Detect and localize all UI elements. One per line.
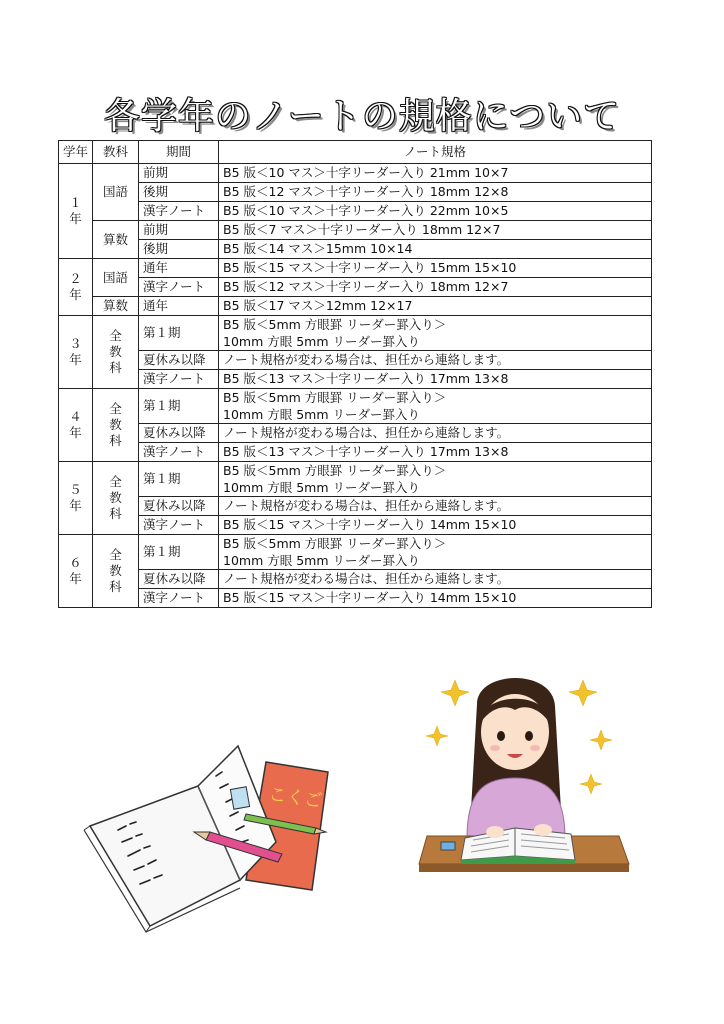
term-cell: 漢字ノート: [139, 589, 219, 608]
term-cell: 漢字ノート: [139, 370, 219, 389]
spec-cell: B5 版＜10 マス＞十字リーダー入り 22mm 10×5: [219, 202, 652, 221]
subject-char: 教: [109, 344, 122, 359]
girl-studying-illustration: [415, 660, 645, 880]
page-title: 各学年のノートの規格について: [103, 96, 621, 137]
spec-line: 10mm 方眼 5mm リーダー罫入り: [223, 334, 420, 349]
term-cell: 第１期: [139, 462, 219, 497]
table-row: [59, 259, 652, 278]
header-spec: ノート規格: [219, 141, 652, 164]
grade-number: ６: [69, 555, 82, 570]
grade-suffix: 年: [69, 211, 82, 226]
table-row: [59, 497, 652, 516]
spec-line: B5 版＜5mm 方眼罫 リーダー罫入り＞: [223, 317, 447, 332]
grade-suffix: 年: [69, 571, 82, 586]
table-header-row: [59, 141, 652, 164]
grade-number: ５: [69, 482, 82, 497]
header-subject: 教科: [93, 141, 139, 164]
grade-cell-5: [59, 462, 93, 535]
spec-cell: ノート規格が変わる場合は、担任から連絡します。: [219, 424, 652, 443]
open-notebook: [84, 746, 276, 932]
spec-cell: ノート規格が変わる場合は、担任から連絡します。: [219, 497, 652, 516]
term-cell: 前期: [139, 221, 219, 240]
header-grade: 学年: [59, 141, 93, 164]
term-cell: 夏休み以降: [139, 424, 219, 443]
spec-line: 10mm 方眼 5mm リーダー罫入り: [223, 480, 420, 495]
subject-char: 科: [109, 433, 122, 448]
subject-char: 教: [109, 563, 122, 578]
subject-char: 全: [109, 547, 122, 562]
spec-line: 10mm 方眼 5mm リーダー罫入り: [223, 553, 420, 568]
subject-char: 教: [109, 417, 122, 432]
grade-cell-3: [59, 316, 93, 389]
spec-cell: B5 版＜13 マス＞十字リーダー入り 17mm 13×8: [219, 370, 652, 389]
term-cell: 漢字ノート: [139, 443, 219, 462]
subject-cell: 国語: [93, 259, 139, 297]
spec-line: B5 版＜5mm 方眼罫 リーダー罫入り＞: [223, 390, 447, 405]
desk-edge: [419, 864, 629, 872]
spec-line: B5 版＜5mm 方眼罫 リーダー罫入り＞: [223, 463, 447, 478]
subject-char: 教: [109, 490, 122, 505]
table-row: [59, 516, 652, 535]
table-row: [59, 370, 652, 389]
subject-char: 科: [109, 506, 122, 521]
notebook-spec-table: [58, 140, 652, 608]
term-cell: 漢字ノート: [139, 278, 219, 297]
grade-cell-4: [59, 389, 93, 462]
spec-cell: B5 版＜15 マス＞十字リーダー入り 14mm 15×10: [219, 516, 652, 535]
grade-suffix: 年: [69, 498, 82, 513]
spec-cell: [219, 462, 652, 497]
grade-number: ２: [69, 271, 82, 286]
term-cell: 通年: [139, 259, 219, 278]
subject-cell: 算数: [93, 221, 139, 259]
term-cell: 後期: [139, 183, 219, 202]
subject-char: 科: [109, 360, 122, 375]
spec-cell: [219, 535, 652, 570]
term-cell: 漢字ノート: [139, 516, 219, 535]
table-row: [59, 589, 652, 608]
table-row: [59, 462, 652, 497]
table-row: [59, 535, 652, 570]
spec-cell: B5 版＜15 マス＞十字リーダー入り 14mm 15×10: [219, 589, 652, 608]
spec-cell: B5 版＜7 マス＞十字リーダー入り 18mm 12×7: [219, 221, 652, 240]
spec-cell: B5 版＜15 マス＞十字リーダー入り 15mm 15×10: [219, 259, 652, 278]
table-row: [59, 221, 652, 240]
spec-cell: B5 版＜12 マス＞十字リーダー入り 18mm 12×7: [219, 278, 652, 297]
subject-char: 全: [109, 328, 122, 343]
term-cell: 第１期: [139, 316, 219, 351]
subject-cell-all: [93, 462, 139, 535]
spec-cell: ノート規格が変わる場合は、担任から連絡します。: [219, 351, 652, 370]
subject-char: 全: [109, 401, 122, 416]
grade-number: ３: [69, 336, 82, 351]
notebook-label: こくご: [267, 783, 324, 813]
subject-cell: 国語: [93, 164, 139, 221]
grade-suffix: 年: [69, 425, 82, 440]
table-row: [59, 570, 652, 589]
subject-char: 科: [109, 579, 122, 594]
subject-char: 全: [109, 474, 122, 489]
spec-cell: B5 版＜17 マス＞12mm 12×17: [219, 297, 652, 316]
subject-cell: 算数: [93, 297, 139, 316]
spec-line: B5 版＜5mm 方眼罫 リーダー罫入り＞: [223, 536, 447, 551]
subject-cell-all: [93, 316, 139, 389]
grade-number: ４: [69, 409, 82, 424]
grade-cell-1: [59, 164, 93, 259]
table-row: [59, 202, 652, 221]
grade-cell-2: [59, 259, 93, 316]
term-cell: 後期: [139, 240, 219, 259]
subject-cell-all: [93, 389, 139, 462]
notebook-illustration: [70, 730, 350, 940]
table-row: [59, 316, 652, 351]
grade-suffix: 年: [69, 287, 82, 302]
term-cell: 漢字ノート: [139, 202, 219, 221]
grade-suffix: 年: [69, 352, 82, 367]
grade-number: １: [69, 195, 82, 210]
table-row: [59, 164, 652, 183]
table-row: [59, 278, 652, 297]
table-row: [59, 351, 652, 370]
term-cell: 前期: [139, 164, 219, 183]
term-cell: 通年: [139, 297, 219, 316]
table-row: [59, 297, 652, 316]
term-cell: 夏休み以降: [139, 570, 219, 589]
left-hand: [486, 826, 504, 838]
subject-cell-all: [93, 535, 139, 608]
spec-cell: B5 版＜13 マス＞十字リーダー入り 17mm 13×8: [219, 443, 652, 462]
spec-cell: B5 版＜10 マス＞十字リーダー入り 21mm 10×7: [219, 164, 652, 183]
header-term: 期間: [139, 141, 219, 164]
desk-eraser: [441, 842, 455, 850]
spec-cell: B5 版＜14 マス＞15mm 10×14: [219, 240, 652, 259]
spec-cell: [219, 316, 652, 351]
spec-cell: B5 版＜12 マス＞十字リーダー入り 18mm 12×8: [219, 183, 652, 202]
table-row: [59, 389, 652, 424]
table-row: [59, 183, 652, 202]
right-hand: [534, 824, 552, 836]
term-cell: 第１期: [139, 389, 219, 424]
table-row: [59, 240, 652, 259]
spec-cell: ノート規格が変わる場合は、担任から連絡します。: [219, 570, 652, 589]
term-cell: 第１期: [139, 535, 219, 570]
table-row: [59, 424, 652, 443]
grade-cell-6: [59, 535, 93, 608]
spec-line: 10mm 方眼 5mm リーダー罫入り: [223, 407, 420, 422]
spec-cell: [219, 389, 652, 424]
term-cell: 夏休み以降: [139, 351, 219, 370]
term-cell: 夏休み以降: [139, 497, 219, 516]
eraser: [230, 787, 249, 809]
table-row: [59, 443, 652, 462]
